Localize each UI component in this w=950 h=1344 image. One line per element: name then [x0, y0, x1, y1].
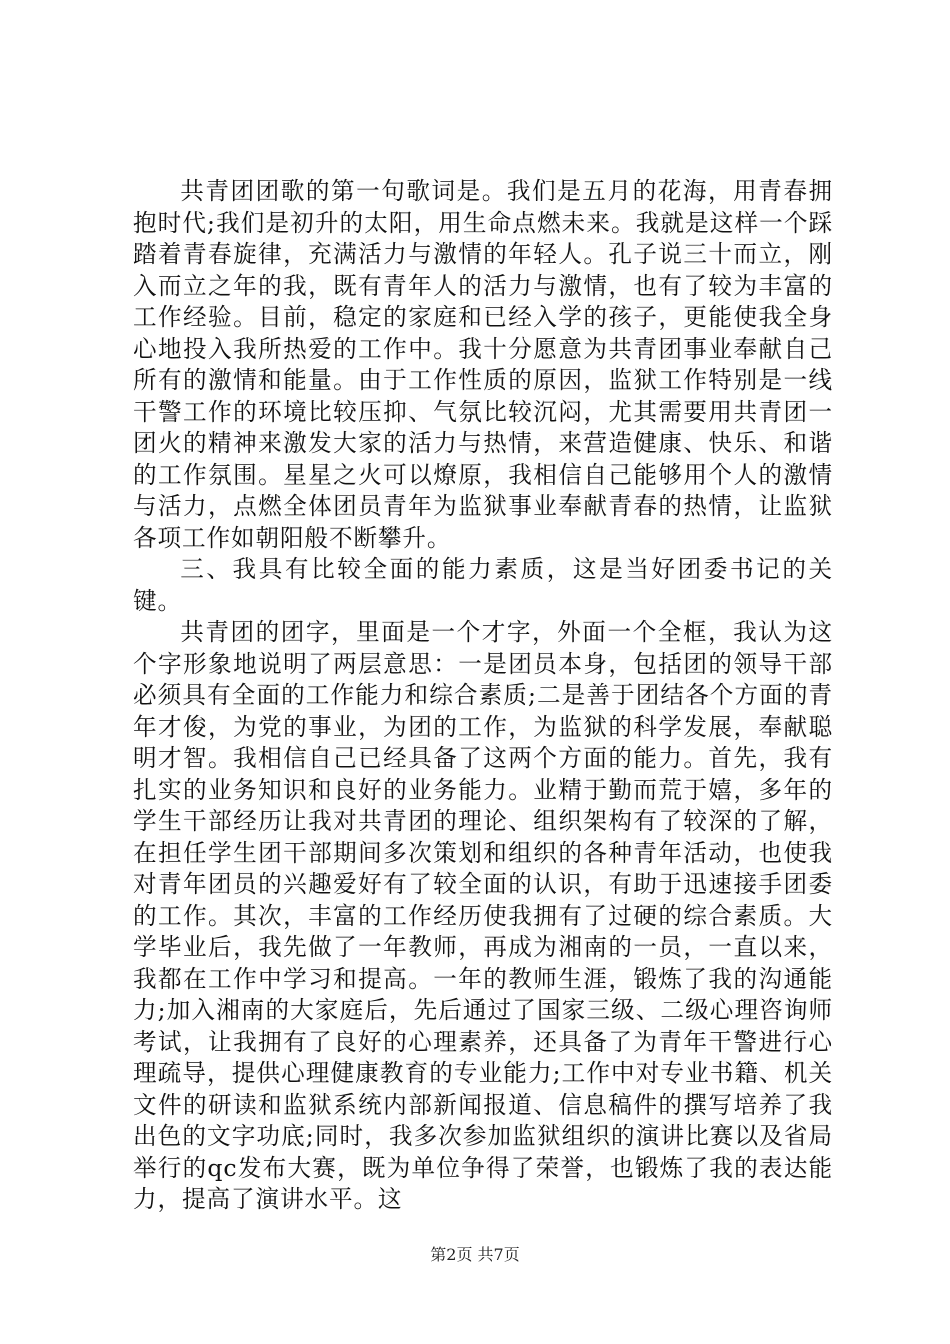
- body-paragraph: 共青团的团字，里面是一个才字，外面一个全框，我认为这个字形象地说明了两层意思：一是团员本身，包括团的领导干部必须具有全面的工作能力和综合素质;二是善于团结各个方面的青年才俊，为党的事业，为团的工作，为监狱的科学发展，奉献聪明才智。我相信自己已经具备了这两个方面的能力。首先，我有扎实的业务知识和良好的业务能力。业精于勤而荒于嬉，多年的学生干部经历让我对共青团的理论、组织架构有了较深的了解，在担任学生团干部期间多次策划和组织的各种青年活动，也使我对青年团员的兴趣爱好有了较全面的认识，有助于迅速接手团委的工作。其次，丰富的工作经历使我拥有了过硬的综合素质。大学毕业后，我先做了一年教师，再成为湘南的一员，一直以来，我都在工作中学习和提高。一年的教师生涯，锻炼了我的沟通能力;加入湘南的大家庭后，先后通过了国家三级、二级心理咨询师考试，让我拥有了良好的心理素养，还具备了为青年干警进行心理疏导，提供心理健康教育的专业能力;工作中对专业书籍、机关文件的研读和监狱系统内部新闻报道、信息稿件的撰写培养了我出色的文字功底;同时，我多次参加监狱组织的演讲比赛以及省局举行的qc发布大赛，既为单位争得了荣誉，也锻炼了我的表达能力，提高了演讲水平。这: [133, 618, 833, 1213]
- document-body: [133, 176, 833, 1216]
- page-footer: 第2页 共7页: [430, 1245, 520, 1264]
- section-heading-paragraph: 三、我具有比较全面的能力素质，这是当好团委书记的关键。: [133, 555, 833, 615]
- body-paragraph: 共青团团歌的第一句歌词是。我们是五月的花海，用青春拥抱时代;我们是初升的太阳，用生命点燃未来。我就是这样一个踩踏着青春旋律，充满活力与激情的年轻人。孔子说三十而立，刚入而立之年的我，既有青年人的活力与激情，也有了较为丰富的工作经验。目前，稳定的家庭和已经入学的孩子，更能使我全身心地投入我所热爱的工作中。我十分愿意为共青团事业奉献自己所有的激情和能量。由于工作性质的原因，监狱工作特别是一线干警工作的环境比较压抑、气氛比较沉闷，尤其需要用共青团一团火的精神来激发大家的活力与热情，来营造健康、快乐、和谐的工作氛围。星星之火可以燎原，我相信自己能够用个人的激情与活力，点燃全体团员青年为监狱事业奉献青春的热情，让监狱各项工作如朝阳般不断攀升。: [133, 177, 833, 552]
